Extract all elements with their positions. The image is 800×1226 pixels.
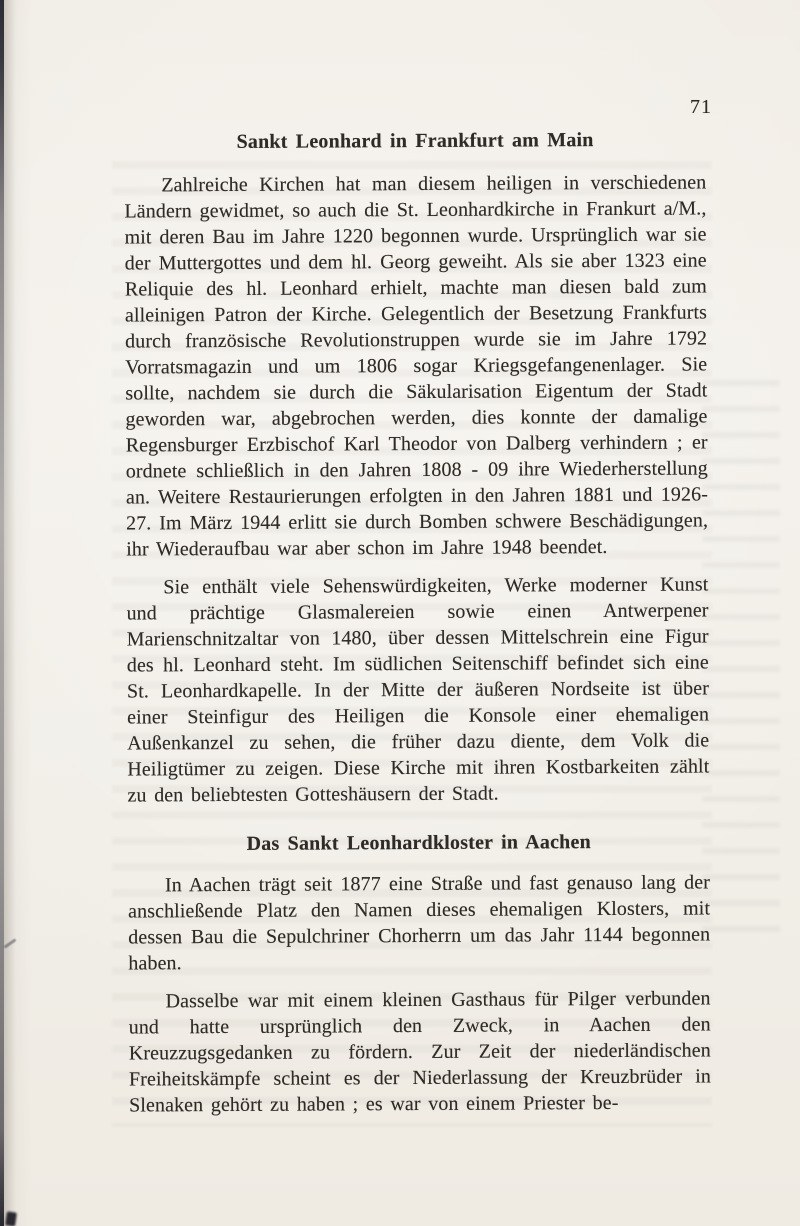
page-number: 71 [690,96,712,118]
paragraph-frankfurt-history: Zahlreiche Kirchen hat man diesem heiligen in verschiedenen Ländern gewidmet, so auch die St. Leonhardkirche in Frankurt a/M., mit deren Bau im Jahre 1220 begonnen wurde. Ursprünglich war sie der Muttergottes und dem hl. Georg geweiht. Als sie aber 1323 eine Reliquie des hl. Leonhard erhielt, machte man diesen bald zum alleinigen Patron der Kirche. Gelegentlich der Besetzung Frankfurts durch französische Revolutionstruppen wurde sie im Jahre 1792 Vorratsmagazin und um 1806 sogar Kriegsgefangenenlager. Sie sollte, nachdem sie durch die Säkularisation Eigentum der Stadt geworden war, abgebrochen werden, dies konnte der damalige Regensburger Erzbischof Karl Theodor von Dalberg verhindern ; er ordnete schließlich in den Jahren 1808 - 09 ihre Wiederherstellung an. Weitere Restaurierungen erfolgten in den Jahren 1881 und 1926-27. Im März 1944 erlitt sie durch Bomben schwere Beschädigungen, ihr Wiederaufbau war aber schon im Jahre 1948 beendet. [124,171,709,561]
bleedthrough-texture-right [702,370,780,940]
section-heading-aachen: Das Sankt Leonhardkloster in Aachen [246,831,591,855]
paragraph-aachen-gasthaus: Dasselbe war mit einem kleinen Gasthaus für Pilger verbunden und hatte ursprünglich den Zweck, in Aachen den Kreuzzugsgedanken zu fördern. Zur Zeit der niederländischen Freiheitskämpfe scheint es der Niederlassung der Kreuzbrüder in Slenaken gehört zu haben ; es war von einem Priester be- [128,987,712,1117]
section-heading-frankfurt: Sankt Leonhard in Frankfurt am Main [236,129,594,153]
page-text-block [124,126,711,1130]
scan-corner-mark [5,1211,17,1226]
paragraph-aachen-street: In Aachen trägt seit 1877 eine Straße und fast genauso lang der anschließende Platz den Namen dieses ehemaligen Klosters, mit dessen Bau die Sepulchriner Chorherrn um das Jahr 1144 begonnen haben. [128,871,711,975]
page-edge-shadow [4,0,16,1226]
paragraph-frankfurt-treasures: Sie enthält viele Sehenswürdigkeiten, Werke moderner Kunst und prächtige Glasmalereien sowie einen Antwerpener Marienschnitzaltar von 1480, über dessen Mittelschrein eine Figur des hl. Leonhard steht. Im südlichen Seitenschiff befindet sich eine St. Leonhardkapelle. In der Mitte der äußeren Nordseite ist über einer Steinfigur des Heiligen die Konsole einer ehemaligen Außenkanzel zu sehen, die früher dazu diente, dem Volk die Heiligtümer zu zeigen. Diese Kirche mit ihren Kostbarkeiten zählt zu den beliebtesten Gotteshäusern der Stadt. [126,573,710,807]
